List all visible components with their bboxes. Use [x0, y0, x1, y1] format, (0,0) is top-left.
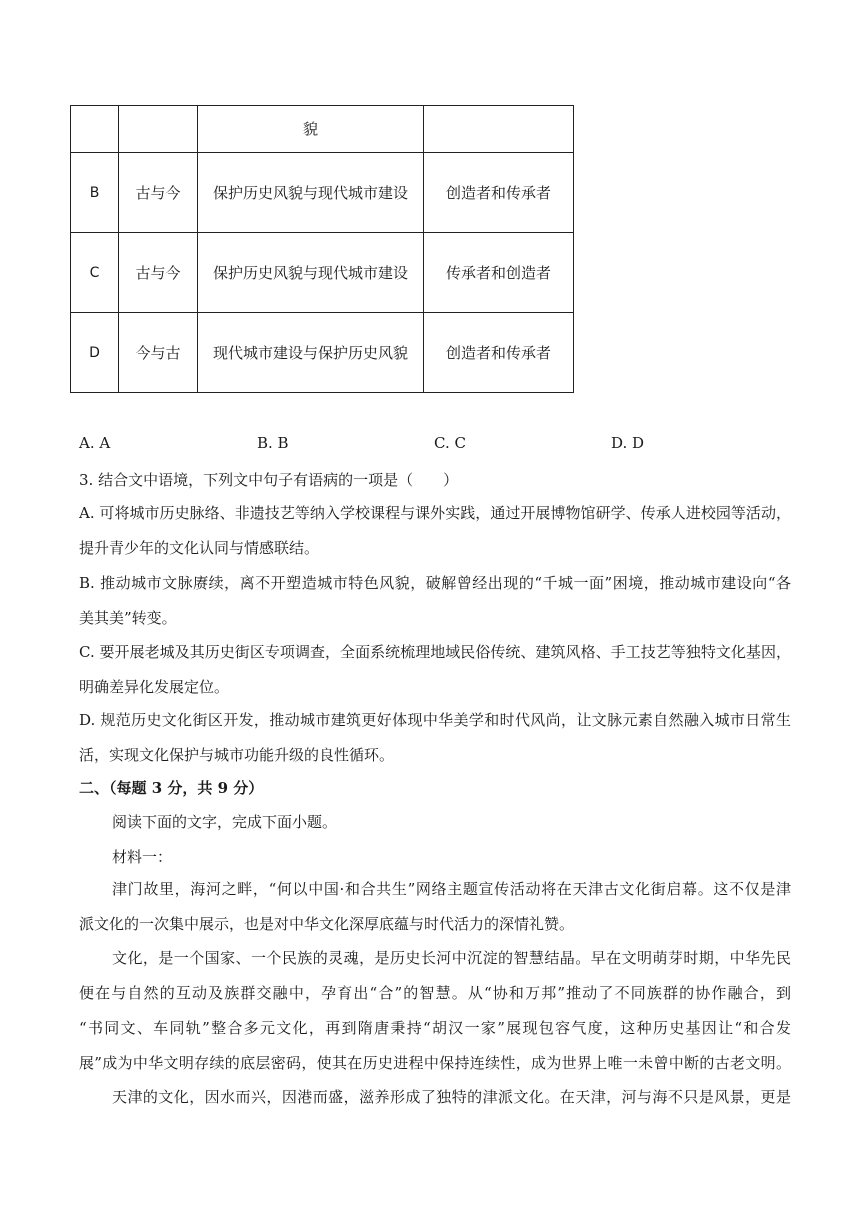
table-row	[71, 153, 574, 233]
table-row	[71, 106, 574, 153]
choice-c-line1: C. 要开展老城及其历史街区专项调查，全面系统梳理地域民俗传统、建筑风格、手工技艺等独特文化基因，	[79, 643, 791, 661]
option-letter: C	[71, 233, 119, 313]
choice-a-line1: A. 可将城市历史脉络、非遗技艺等纳入学校课程与课外实践，通过开展博物馆研学、传承人进校园等活动，	[79, 504, 791, 522]
choice-a-line2: 提升青少年的文化认同与情感联结。	[79, 539, 320, 557]
role-cell: 传承者和创造者	[424, 233, 574, 313]
answer-option-d: D. D	[611, 434, 645, 452]
option-letter: D	[71, 313, 119, 393]
paragraph-1-line2: 派文化的一次集中展示，也是对中华文化深厚底蕴与时代活力的深情礼赞。	[79, 915, 575, 933]
content-cell	[198, 153, 424, 233]
answer-option-c: C. C	[434, 434, 466, 452]
table-cell	[424, 106, 574, 153]
reading-instruction: 阅读下面的文字，完成下面小题。	[112, 813, 338, 831]
answer-option-b: B. B	[257, 434, 289, 452]
role-cell: 创造者和传承者	[424, 313, 574, 393]
table-row	[71, 233, 574, 313]
relation-cell: 古与今	[119, 233, 198, 313]
paragraph-2-line1: 文化，是一个国家、一个民族的灵魂，是历史长河中沉淀的智慧结晶。早在文明萌芽时期，中华先民	[112, 949, 791, 967]
relation-cell: 古与今	[119, 153, 198, 233]
content-cell	[198, 233, 424, 313]
paragraph-2-line3: “书同文、车同轨”整合多元文化，再到隋唐秉持“胡汉一家”展现包容气度，这种历史基因让“和合发	[79, 1019, 791, 1037]
content-cell	[198, 313, 424, 393]
option-letter: B	[71, 153, 119, 233]
choice-b-line2: 美其美”转变。	[79, 609, 177, 627]
answer-option-a: A. A	[79, 434, 111, 452]
content-text: 保护历史风貌与现代城市建设	[212, 183, 408, 202]
question-stem: 3. 结合文中语境，下列文中句子有语病的一项是（ ）	[79, 471, 459, 489]
material-label: 材料一：	[112, 848, 173, 866]
table-cell	[71, 106, 119, 153]
choice-d-line2: 活，实现文化保护与城市功能升级的良性循环。	[79, 746, 395, 764]
relation-cell: 今与古	[119, 313, 198, 393]
paragraph-2-line4: 展”成为中华文明存续的底层密码，使其在历史进程中保持连续性，成为世界上唯一未曾中断的古老文明。	[79, 1054, 791, 1072]
choice-c-line2: 明确差异化发展定位。	[79, 678, 230, 696]
table-cell	[198, 106, 424, 153]
section-heading: 二、（每题 3 分，共 9 分）	[79, 779, 264, 797]
role-cell: 创造者和传承者	[424, 153, 574, 233]
table-cell	[119, 106, 198, 153]
table-cell-text: 貌	[302, 120, 318, 138]
content-text: 保护历史风貌与现代城市建设	[212, 263, 408, 282]
paragraph-3-line1: 天津的文化，因水而兴，因港而盛，滋养形成了独特的津派文化。在天津，河与海不只是风景，更是	[112, 1088, 791, 1106]
options-table	[70, 105, 574, 393]
choice-b-line1: B. 推动城市文脉赓续，离不开塑造城市特色风貌，破解曾经出现的“千城一面”困境，推动城市建设向“各	[79, 574, 791, 592]
paragraph-2-line2: 便在与自然的互动及族群交融中，孕育出“合”的智慧。从“协和万邦”推动了不同族群的协作融合，到	[79, 984, 791, 1002]
choice-d-line1: D. 规范历史文化街区开发，推动城市建筑更好体现中华美学和时代风尚，让文脉元素自然融入城市日常生	[79, 711, 791, 729]
content-text: 现代城市建设与保护历史风貌	[212, 343, 408, 362]
paragraph-1-line1: 津门故里，海河之畔，“何以中国·和合共生”网络主题宣传活动将在天津古文化街启幕。这不仅是津	[112, 880, 791, 898]
table-row	[71, 313, 574, 393]
